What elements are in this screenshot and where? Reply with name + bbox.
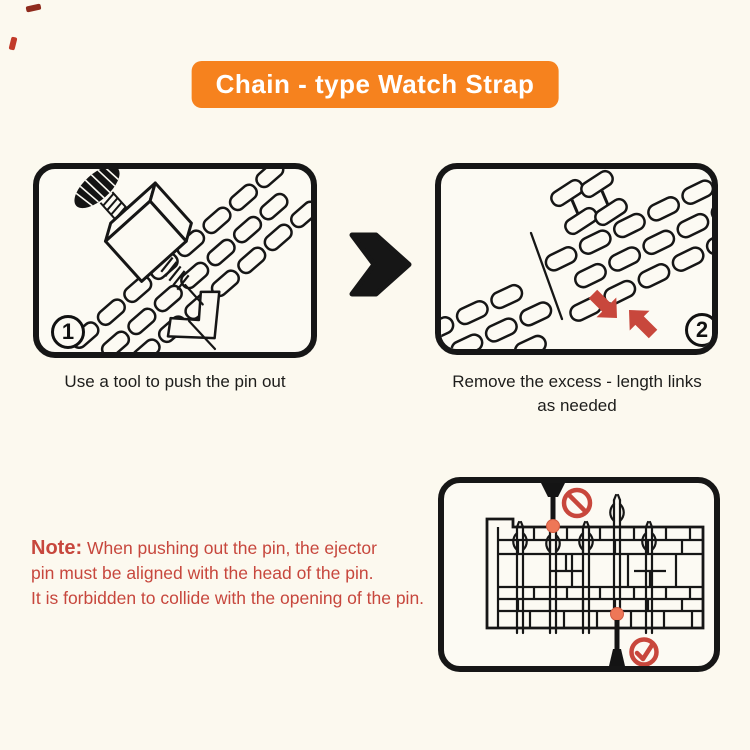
note-line3: It is forbidden to collide with the opening of the pin.	[31, 588, 425, 608]
title-banner	[192, 61, 559, 108]
step-1-badge	[51, 315, 85, 349]
step-1-panel	[33, 163, 317, 358]
clamp-body	[99, 183, 198, 281]
step-2-caption	[425, 370, 729, 418]
note-label: Note:	[31, 537, 83, 559]
note-line1: When pushing out the pin, the ejector	[86, 538, 377, 558]
bracelet-segment-left	[441, 275, 566, 349]
ejector-tool-top	[541, 483, 565, 520]
check-circle-icon	[632, 640, 657, 665]
pin-alignment-diagram	[444, 483, 714, 666]
strap-cross-section	[487, 519, 703, 628]
step-1-caption: Use a tool to push the pin out	[64, 372, 286, 391]
stray-red-mark-2	[9, 36, 18, 50]
note-text	[31, 536, 449, 611]
stray-red-mark-1	[26, 4, 42, 13]
note-line2: pin must be aligned with the head of the pin.	[31, 563, 374, 583]
prohibition-icon	[564, 490, 590, 516]
step-2-panel	[435, 163, 718, 355]
step-2-caption-line1: Remove the excess - length links	[452, 372, 702, 391]
contact-dot-wrong	[547, 520, 560, 533]
step-2-caption-line2: as needed	[537, 396, 617, 415]
step-1-number: 1	[61, 319, 75, 344]
remove-links-illustration	[441, 169, 712, 349]
page-title: Chain - type Watch Strap	[215, 69, 535, 99]
chevron-right-icon	[349, 232, 412, 297]
step-2-badge	[685, 313, 718, 347]
contact-dot-right	[611, 608, 624, 621]
step-2-number: 2	[695, 317, 709, 342]
pin-alignment-panel	[438, 477, 720, 672]
